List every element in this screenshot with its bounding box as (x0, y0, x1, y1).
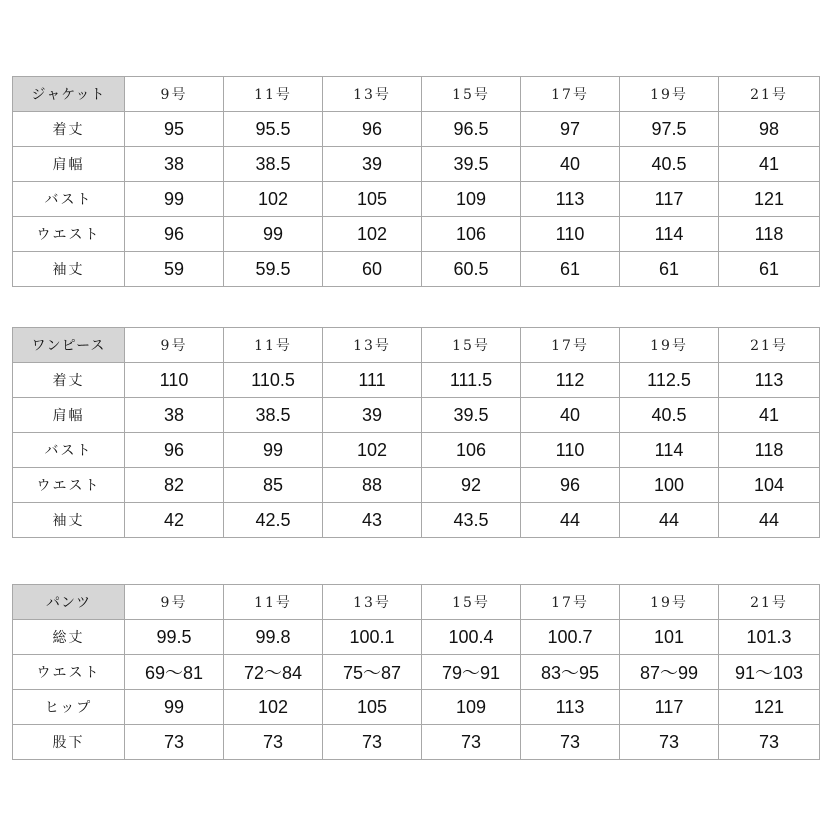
cell-value: 102 (323, 433, 422, 468)
size-header: 21号 (719, 77, 820, 112)
table-row (13, 398, 820, 433)
cell-value: 69〜81 (125, 655, 224, 690)
table-row (13, 620, 820, 655)
cell-value: 95 (125, 112, 224, 147)
cell-value: 97.5 (620, 112, 719, 147)
size-header: 15号 (422, 585, 521, 620)
cell-value: 99 (224, 433, 323, 468)
cell-value: 85 (224, 468, 323, 503)
cell-value: 110 (125, 363, 224, 398)
row-label: 肩幅 (13, 398, 125, 433)
cell-value: 43 (323, 503, 422, 538)
cell-value: 73 (422, 725, 521, 760)
size-header: 15号 (422, 77, 521, 112)
row-label: ウエスト (13, 468, 125, 503)
cell-value: 106 (422, 217, 521, 252)
size-header: 11号 (224, 77, 323, 112)
cell-value: 39 (323, 147, 422, 182)
cell-value: 38 (125, 398, 224, 433)
table-row (13, 468, 820, 503)
size-header: 15号 (422, 328, 521, 363)
cell-value: 40.5 (620, 147, 719, 182)
cell-value: 73 (125, 725, 224, 760)
cell-value: 111.5 (422, 363, 521, 398)
cell-value: 97 (521, 112, 620, 147)
cell-value: 99.8 (224, 620, 323, 655)
table-row (13, 503, 820, 538)
cell-value: 73 (719, 725, 820, 760)
size-header: 9号 (125, 77, 224, 112)
cell-value: 104 (719, 468, 820, 503)
header-row (13, 77, 820, 112)
cell-value: 100.4 (422, 620, 521, 655)
cell-value: 111 (323, 363, 422, 398)
cell-value: 117 (620, 182, 719, 217)
row-label: 袖丈 (13, 252, 125, 287)
cell-value: 112 (521, 363, 620, 398)
cell-value: 96 (125, 433, 224, 468)
cell-value: 110 (521, 217, 620, 252)
category-header: ジャケット (13, 77, 125, 112)
row-label: 着丈 (13, 363, 125, 398)
cell-value: 114 (620, 433, 719, 468)
row-label: バスト (13, 182, 125, 217)
cell-value: 110 (521, 433, 620, 468)
cell-value: 60.5 (422, 252, 521, 287)
row-label: 袖丈 (13, 503, 125, 538)
cell-value: 60 (323, 252, 422, 287)
size-header: 13号 (323, 585, 422, 620)
cell-value: 38.5 (224, 147, 323, 182)
size-header: 17号 (521, 328, 620, 363)
category-header: パンツ (13, 585, 125, 620)
table-row (13, 182, 820, 217)
cell-value: 73 (620, 725, 719, 760)
cell-value: 101 (620, 620, 719, 655)
size-header: 11号 (224, 328, 323, 363)
cell-value: 102 (224, 690, 323, 725)
cell-value: 43.5 (422, 503, 521, 538)
cell-value: 99 (224, 217, 323, 252)
cell-value: 38 (125, 147, 224, 182)
cell-value: 59 (125, 252, 224, 287)
cell-value: 39.5 (422, 147, 521, 182)
cell-value: 96 (125, 217, 224, 252)
table-row (13, 252, 820, 287)
table-row (13, 217, 820, 252)
size-header: 13号 (323, 77, 422, 112)
table-row (13, 655, 820, 690)
row-label: ウエスト (13, 217, 125, 252)
category-header: ワンピース (13, 328, 125, 363)
cell-value: 102 (224, 182, 323, 217)
row-label: ウエスト (13, 655, 125, 690)
cell-value: 61 (521, 252, 620, 287)
cell-value: 40 (521, 147, 620, 182)
row-label: 総丈 (13, 620, 125, 655)
size-header: 19号 (620, 585, 719, 620)
cell-value: 95.5 (224, 112, 323, 147)
cell-value: 40.5 (620, 398, 719, 433)
cell-value: 117 (620, 690, 719, 725)
cell-value: 79〜91 (422, 655, 521, 690)
cell-value: 100.1 (323, 620, 422, 655)
cell-value: 96 (323, 112, 422, 147)
size-header: 21号 (719, 328, 820, 363)
row-label: 着丈 (13, 112, 125, 147)
row-label: 肩幅 (13, 147, 125, 182)
row-label: バスト (13, 433, 125, 468)
cell-value: 98 (719, 112, 820, 147)
cell-value: 38.5 (224, 398, 323, 433)
cell-value: 96.5 (422, 112, 521, 147)
size-header: 11号 (224, 585, 323, 620)
header-row (13, 585, 820, 620)
size-header: 19号 (620, 328, 719, 363)
cell-value: 73 (521, 725, 620, 760)
cell-value: 102 (323, 217, 422, 252)
cell-value: 44 (620, 503, 719, 538)
cell-value: 82 (125, 468, 224, 503)
cell-value: 92 (422, 468, 521, 503)
size-header: 19号 (620, 77, 719, 112)
cell-value: 83〜95 (521, 655, 620, 690)
table-row (13, 433, 820, 468)
cell-value: 109 (422, 690, 521, 725)
cell-value: 75〜87 (323, 655, 422, 690)
cell-value: 99.5 (125, 620, 224, 655)
cell-value: 118 (719, 433, 820, 468)
size-header: 9号 (125, 328, 224, 363)
cell-value: 100.7 (521, 620, 620, 655)
cell-value: 44 (521, 503, 620, 538)
table-row (13, 112, 820, 147)
table-row (13, 690, 820, 725)
cell-value: 91〜103 (719, 655, 820, 690)
cell-value: 101.3 (719, 620, 820, 655)
pants-size-table (12, 584, 820, 760)
cell-value: 40 (521, 398, 620, 433)
size-header: 21号 (719, 585, 820, 620)
cell-value: 106 (422, 433, 521, 468)
cell-value: 118 (719, 217, 820, 252)
cell-value: 41 (719, 398, 820, 433)
row-label: 股下 (13, 725, 125, 760)
cell-value: 113 (521, 690, 620, 725)
cell-value: 96 (521, 468, 620, 503)
cell-value: 121 (719, 690, 820, 725)
cell-value: 87〜99 (620, 655, 719, 690)
size-header: 13号 (323, 328, 422, 363)
table-row (13, 725, 820, 760)
size-header: 9号 (125, 585, 224, 620)
cell-value: 39.5 (422, 398, 521, 433)
table-row (13, 363, 820, 398)
size-header: 17号 (521, 585, 620, 620)
size-header: 17号 (521, 77, 620, 112)
cell-value: 88 (323, 468, 422, 503)
cell-value: 121 (719, 182, 820, 217)
cell-value: 99 (125, 690, 224, 725)
cell-value: 113 (521, 182, 620, 217)
cell-value: 42 (125, 503, 224, 538)
cell-value: 109 (422, 182, 521, 217)
cell-value: 61 (719, 252, 820, 287)
cell-value: 105 (323, 182, 422, 217)
jacket-size-table (12, 76, 820, 287)
header-row (13, 328, 820, 363)
cell-value: 44 (719, 503, 820, 538)
cell-value: 105 (323, 690, 422, 725)
onepiece-size-table (12, 327, 820, 538)
cell-value: 113 (719, 363, 820, 398)
cell-value: 100 (620, 468, 719, 503)
cell-value: 59.5 (224, 252, 323, 287)
row-label: ヒップ (13, 690, 125, 725)
cell-value: 110.5 (224, 363, 323, 398)
table-row (13, 147, 820, 182)
cell-value: 73 (323, 725, 422, 760)
cell-value: 42.5 (224, 503, 323, 538)
cell-value: 41 (719, 147, 820, 182)
cell-value: 114 (620, 217, 719, 252)
cell-value: 112.5 (620, 363, 719, 398)
cell-value: 73 (224, 725, 323, 760)
cell-value: 99 (125, 182, 224, 217)
cell-value: 61 (620, 252, 719, 287)
cell-value: 39 (323, 398, 422, 433)
cell-value: 72〜84 (224, 655, 323, 690)
